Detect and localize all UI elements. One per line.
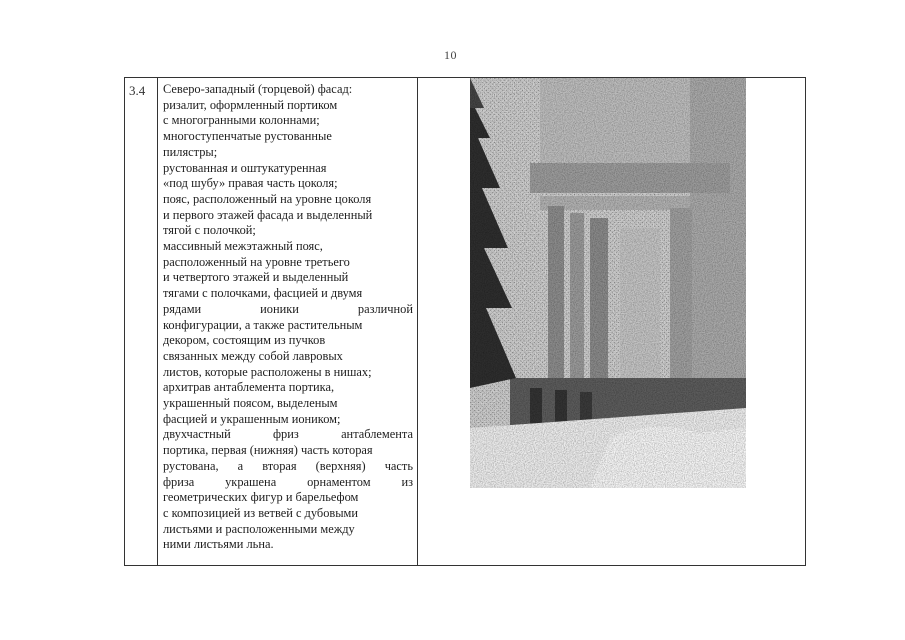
- description-line: Северо-западный (торцевой) фасад:: [163, 82, 353, 96]
- description-line: архитрав антаблемента портика,: [163, 380, 335, 395]
- description-line: [163, 475, 413, 491]
- description-line: портика, первая (нижняя) часть которая: [163, 443, 373, 458]
- description-line: рустованная и оштукатуренная: [163, 160, 327, 175]
- description-word: рядами: [163, 301, 202, 316]
- column-divider: [417, 78, 418, 565]
- description-line: и первого этажей фасада и выделенный: [163, 207, 373, 222]
- description-line: листьями и расположенными между: [163, 521, 355, 536]
- description-word: орнаментом: [307, 474, 371, 489]
- description-line: «под шубу» правая часть цоколя;: [163, 176, 338, 191]
- description-word: антаблемента: [341, 427, 413, 442]
- description-word: из: [401, 474, 413, 489]
- column-divider: [157, 78, 158, 565]
- description-line: с многогранными колоннами;: [163, 113, 320, 128]
- description-line: массивный межэтажный пояс,: [163, 239, 323, 254]
- description-line: [163, 459, 413, 475]
- description-word: (верхняя): [315, 458, 366, 473]
- description-word: фриз: [273, 427, 299, 442]
- description-word: ионики: [260, 301, 299, 316]
- description-line: связанных между собой лавровых: [163, 348, 343, 363]
- description-line: декором, состоящим из пучков: [163, 333, 326, 348]
- description-line: ризалит, оформленный портиком: [163, 97, 338, 112]
- description-line: с композицией из ветвей с дубовыми: [163, 505, 359, 520]
- description-line: многоступенчатые рустованные: [163, 129, 332, 144]
- description-line: пояс, расположенный на уровне цоколя: [163, 191, 372, 206]
- facade-description: [163, 82, 413, 553]
- description-word: двухчастный: [163, 427, 231, 442]
- description-line: конфигурации, а также растительным: [163, 317, 363, 332]
- description-word: часть: [384, 458, 413, 473]
- description-line: листов, которые расположены в нишах;: [163, 364, 372, 379]
- description-line: ними листьями льна.: [163, 537, 274, 552]
- description-word: вторая: [262, 458, 297, 473]
- description-line: тягами с полочками, фасцией и двумя: [163, 286, 363, 301]
- description-word: рустована,: [163, 458, 219, 473]
- description-line: [163, 302, 413, 318]
- description-table: [124, 77, 806, 566]
- description-line: и четвертого этажей и выделенный: [163, 270, 349, 285]
- description-line: расположенный на уровне третьего: [163, 254, 350, 269]
- facade-photo: [470, 78, 746, 488]
- page-number: 10: [444, 48, 457, 62]
- description-line: пилястры;: [163, 144, 218, 159]
- description-word: фриза: [163, 474, 195, 489]
- description-line: тягой с полочкой;: [163, 223, 256, 238]
- description-line: фасцией и украшенным иоником;: [163, 411, 341, 426]
- description-line: украшенный поясом, выделеным: [163, 396, 338, 411]
- description-word: различной: [357, 301, 413, 316]
- description-line: геометрических фигур и барельефом: [163, 490, 359, 505]
- description-word: украшена: [225, 474, 277, 489]
- row-number: 3.4: [129, 83, 146, 98]
- description-line: [163, 427, 413, 443]
- description-word: а: [237, 458, 244, 473]
